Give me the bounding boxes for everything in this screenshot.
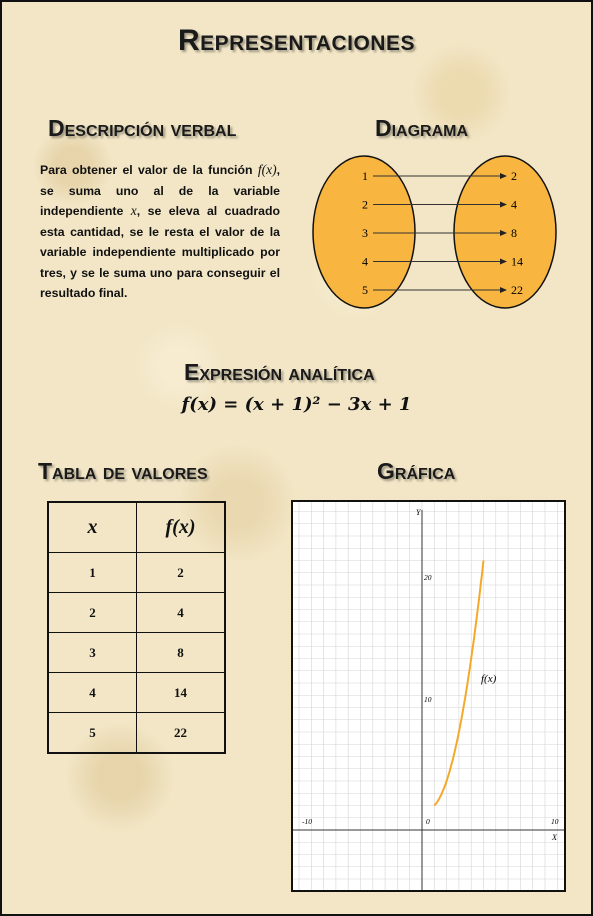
domain-value: 5 xyxy=(362,283,368,297)
verbal-description xyxy=(40,160,280,304)
curve-label: f(x) xyxy=(481,673,497,685)
table-row xyxy=(48,633,225,673)
range-set xyxy=(454,156,556,308)
domain-value: 4 xyxy=(362,254,368,269)
verbal-fx: f(x) xyxy=(257,162,277,177)
function-graph xyxy=(291,500,566,892)
table-header-row xyxy=(48,502,225,553)
table-cell: 22 xyxy=(137,713,226,754)
table-cell: 3 xyxy=(48,633,137,673)
x-axis-label: X xyxy=(552,833,557,842)
heading-verbal: Descripción verbal xyxy=(48,115,237,141)
y-tick-20: 20 xyxy=(424,573,432,582)
range-value: 2 xyxy=(511,169,517,183)
domain-value: 3 xyxy=(362,226,368,240)
verbal-x: x xyxy=(130,203,137,218)
page-title: Representaciones xyxy=(178,24,415,57)
heading-table: Tabla de valores xyxy=(38,458,208,484)
table-cell: 14 xyxy=(137,673,226,713)
table-cell: 4 xyxy=(137,593,226,633)
x-tick-min: -10 xyxy=(302,817,312,826)
graph-canvas xyxy=(293,502,564,890)
table-row xyxy=(48,673,225,713)
heading-analytic: Expresión analítica xyxy=(184,359,375,385)
function-formula: f(x) = (x + 1)² − 3x + 1 xyxy=(181,394,412,415)
domain-value: 1 xyxy=(362,169,368,183)
origin-label: 0 xyxy=(426,817,430,826)
y-axis-label: Y xyxy=(416,508,421,517)
x-tick-max: 10 xyxy=(551,817,559,826)
values-table xyxy=(47,501,226,754)
verbal-text: , se suma uno al de la variable independiente xyxy=(40,163,280,218)
table-cell: 1 xyxy=(48,553,137,593)
mapping-diagram xyxy=(302,152,562,312)
table-header-fx: f(x) xyxy=(137,502,226,553)
table-cell: 8 xyxy=(137,633,226,673)
verbal-text: Para obtener el valor de la función xyxy=(40,163,258,177)
range-value: 14 xyxy=(511,254,523,269)
y-tick-10: 10 xyxy=(424,695,432,704)
verbal-text: , se eleva al cuadrado esta cantidad, se le resta el valor de la variable independiente multiplicado por tres, y se le suma uno para conseguir el resultado final. xyxy=(40,204,280,300)
table-cell: 4 xyxy=(48,673,137,713)
range-value: 4 xyxy=(511,197,517,212)
heading-diagram: Diagrama xyxy=(375,115,469,141)
table-row xyxy=(48,713,225,754)
domain-value: 2 xyxy=(362,197,368,212)
heading-graph: Gráfica xyxy=(377,458,456,484)
table-cell: 5 xyxy=(48,713,137,754)
table-cell: 2 xyxy=(48,593,137,633)
table-row xyxy=(48,593,225,633)
range-value: 8 xyxy=(511,226,517,240)
table-row xyxy=(48,553,225,593)
table-header-x: x xyxy=(48,502,137,553)
range-value: 22 xyxy=(511,283,523,297)
table-cell: 2 xyxy=(137,553,226,593)
